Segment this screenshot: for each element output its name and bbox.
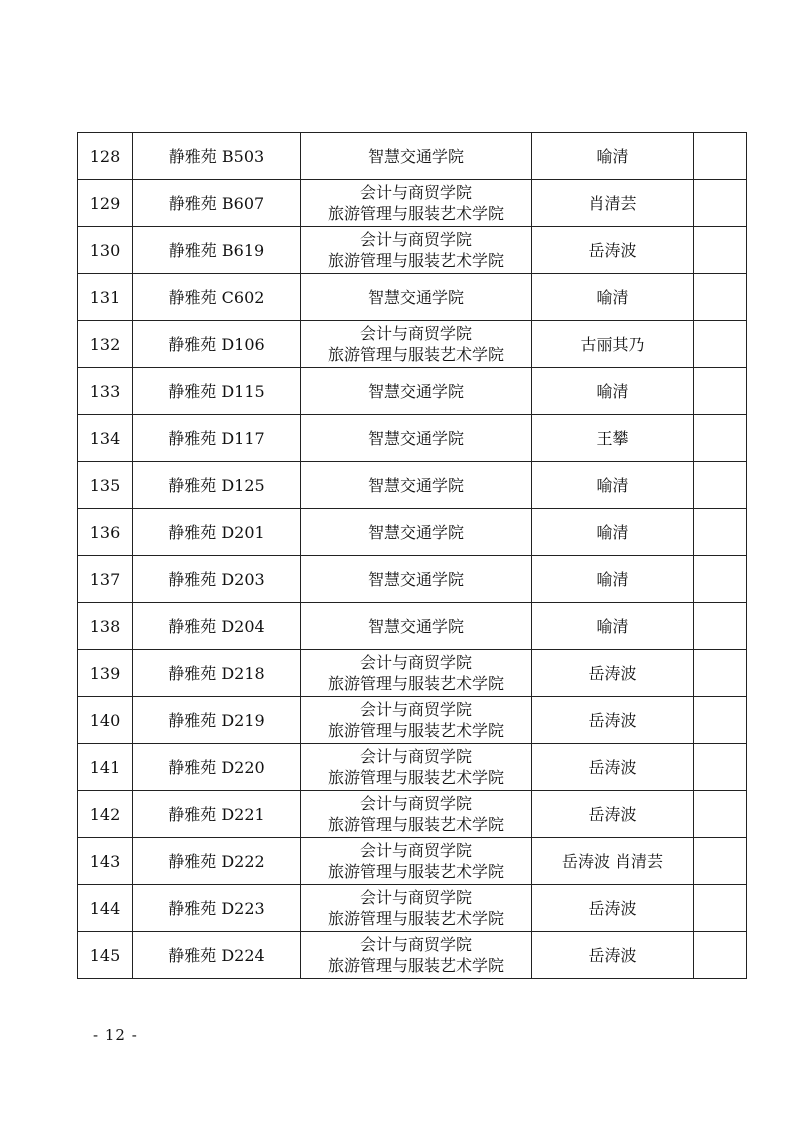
row-number-cell: 139 [78,650,133,697]
college-name: 旅游管理与服装艺术学院 [327,251,504,270]
college-name: 智慧交通学院 [367,522,464,542]
table-row [78,415,747,462]
row-number-cell: 144 [78,885,133,932]
room-cell: 静雅苑 B607 [133,180,301,227]
room-cell: 静雅苑 D201 [133,509,301,556]
note-cell [694,885,747,932]
room-cell: 静雅苑 D204 [133,603,301,650]
table-row [78,133,747,180]
room-cell: 静雅苑 D223 [133,885,301,932]
note-cell [694,932,747,979]
college-name: 会计与商贸学院 [359,935,472,954]
college-cell [301,227,532,274]
college-name: 会计与商贸学院 [359,747,472,766]
college-name: 智慧交通学院 [367,428,464,448]
note-cell [694,321,747,368]
note-cell [694,838,747,885]
college-name: 旅游管理与服装艺术学院 [327,345,504,364]
note-cell [694,556,747,603]
note-cell [694,650,747,697]
contact-cell: 喻清 [532,462,694,509]
note-cell [694,509,747,556]
contact-cell: 岳涛波 [532,885,694,932]
college-name: 旅游管理与服装艺术学院 [327,909,504,928]
dormitory-table [77,132,747,979]
row-number-cell: 134 [78,415,133,462]
row-number-cell: 132 [78,321,133,368]
college-cell [301,838,532,885]
college-name: 会计与商贸学院 [359,841,472,860]
room-cell: 静雅苑 D106 [133,321,301,368]
table-body [78,133,747,979]
table-row [78,744,747,791]
row-number-cell: 131 [78,274,133,321]
table-row [78,556,747,603]
college-name: 会计与商贸学院 [359,794,472,813]
page-number: - 12 - [93,1026,138,1044]
college-name: 旅游管理与服装艺术学院 [327,862,504,881]
college-name: 智慧交通学院 [367,287,464,307]
college-cell [301,462,532,509]
table-row [78,462,747,509]
room-cell: 静雅苑 D115 [133,368,301,415]
contact-cell: 王攀 [532,415,694,462]
note-cell [694,227,747,274]
row-number-cell: 133 [78,368,133,415]
room-cell: 静雅苑 C602 [133,274,301,321]
table-row [78,838,747,885]
note-cell [694,697,747,744]
college-cell [301,274,532,321]
college-cell [301,556,532,603]
college-name: 旅游管理与服装艺术学院 [327,956,504,975]
row-number-cell: 143 [78,838,133,885]
table-row [78,368,747,415]
college-cell [301,791,532,838]
note-cell [694,180,747,227]
room-cell: 静雅苑 D219 [133,697,301,744]
table-row [78,885,747,932]
college-name: 旅游管理与服装艺术学院 [327,768,504,787]
college-name: 旅游管理与服装艺术学院 [327,204,504,223]
note-cell [694,791,747,838]
row-number-cell: 136 [78,509,133,556]
row-number-cell: 135 [78,462,133,509]
note-cell [694,744,747,791]
room-cell: 静雅苑 D125 [133,462,301,509]
contact-cell: 喻清 [532,368,694,415]
room-cell: 静雅苑 D221 [133,791,301,838]
row-number-cell: 141 [78,744,133,791]
college-name: 会计与商贸学院 [359,324,472,343]
note-cell [694,415,747,462]
college-cell [301,603,532,650]
room-cell: 静雅苑 D222 [133,838,301,885]
note-cell [694,133,747,180]
college-cell [301,650,532,697]
table-row [78,274,747,321]
college-cell [301,509,532,556]
college-cell [301,697,532,744]
contact-cell: 喻清 [532,603,694,650]
college-cell [301,932,532,979]
row-number-cell: 128 [78,133,133,180]
contact-cell: 喻清 [532,556,694,603]
room-cell: 静雅苑 D203 [133,556,301,603]
college-name: 智慧交通学院 [367,146,464,166]
note-cell [694,368,747,415]
contact-cell: 肖清芸 [532,180,694,227]
table-row [78,509,747,556]
room-cell: 静雅苑 D218 [133,650,301,697]
table-row [78,650,747,697]
room-cell: 静雅苑 D220 [133,744,301,791]
college-cell [301,368,532,415]
table-row [78,603,747,650]
contact-cell: 岳涛波 [532,744,694,791]
row-number-cell: 142 [78,791,133,838]
college-name: 旅游管理与服装艺术学院 [327,674,504,693]
contact-cell: 喻清 [532,274,694,321]
college-name: 旅游管理与服装艺术学院 [327,815,504,834]
row-number-cell: 130 [78,227,133,274]
table-row [78,932,747,979]
note-cell [694,603,747,650]
note-cell [694,462,747,509]
table-row [78,227,747,274]
college-name: 会计与商贸学院 [359,230,472,249]
contact-cell: 岳涛波 [532,791,694,838]
contact-cell: 喻清 [532,509,694,556]
room-cell: 静雅苑 B619 [133,227,301,274]
room-cell: 静雅苑 D224 [133,932,301,979]
room-cell: 静雅苑 D117 [133,415,301,462]
college-name: 旅游管理与服装艺术学院 [327,721,504,740]
contact-cell: 喻清 [532,133,694,180]
college-cell [301,321,532,368]
row-number-cell: 138 [78,603,133,650]
table-row [78,321,747,368]
table-row [78,697,747,744]
row-number-cell: 145 [78,932,133,979]
row-number-cell: 137 [78,556,133,603]
college-name: 会计与商贸学院 [359,888,472,907]
row-number-cell: 140 [78,697,133,744]
contact-cell: 岳涛波 [532,932,694,979]
row-number-cell: 129 [78,180,133,227]
table-row [78,791,747,838]
college-cell [301,885,532,932]
room-cell: 静雅苑 B503 [133,133,301,180]
contact-cell: 岳涛波 [532,227,694,274]
college-name: 会计与商贸学院 [359,653,472,672]
college-cell [301,180,532,227]
college-name: 会计与商贸学院 [359,700,472,719]
college-name: 会计与商贸学院 [359,183,472,202]
college-name: 智慧交通学院 [367,475,464,495]
table-row [78,180,747,227]
college-cell [301,133,532,180]
contact-cell: 岳涛波 肖清芸 [532,838,694,885]
contact-cell: 古丽其乃 [532,321,694,368]
college-cell [301,744,532,791]
contact-cell: 岳涛波 [532,650,694,697]
college-name: 智慧交通学院 [367,569,464,589]
college-name: 智慧交通学院 [367,381,464,401]
college-name: 智慧交通学院 [367,616,464,636]
note-cell [694,274,747,321]
college-cell [301,415,532,462]
contact-cell: 岳涛波 [532,697,694,744]
